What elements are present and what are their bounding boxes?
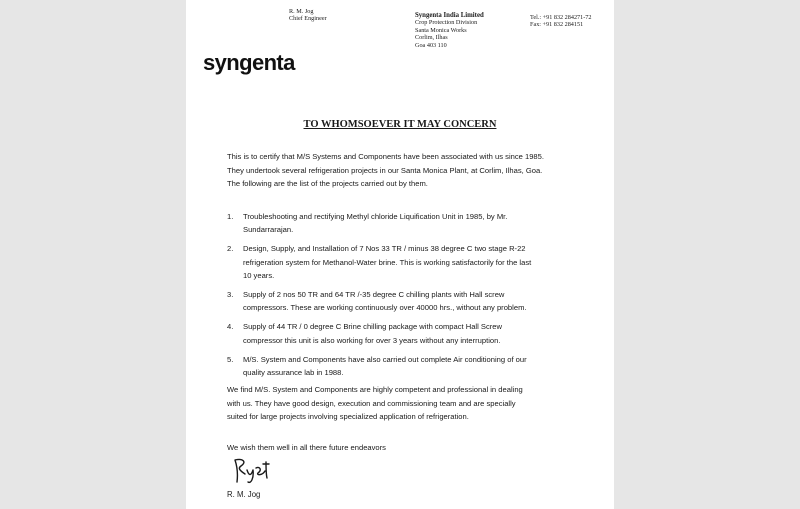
address-line: Goa 403 110 [415,41,447,49]
address-line: Corlim, Ilhas [415,34,448,42]
item-line: compressors. These are working continuously over 40000 hrs., without any problem. [243,303,527,313]
wishes-line [227,441,579,455]
address-line: Crop Protection Division [415,19,478,27]
company-address [415,12,484,49]
closing-line: We find M/S. System and Components are highly competent and professional in dealing [227,385,523,394]
item-number: 1. [227,212,234,221]
item-line: Supply of 44 TR / 0 degree C Brine chilling package with compact Hall Screw [243,322,503,332]
signature-name: R. M. Jog [227,490,261,499]
item-line: quality assurance lab in 1988. [243,368,344,378]
item-line: M/S. System and Components have also carried out complete Air conditioning of our [243,354,527,364]
closing-line: with us. They have good design, execution and commissioning team and are specially [227,398,516,408]
item-line: 10 years. [243,270,275,280]
syngenta-logo: syngenta [203,50,295,75]
project-item [227,210,587,236]
telephone: Tel.: +91 832 284271-72 [530,14,592,21]
project-item [227,353,587,379]
item-line: compressor this unit is also working for over 3 years without any interruption. [243,335,501,345]
intro-line: They undertook several refrigeration projects in our Santa Monica Plant, at Corlim, Ilhas, Goa. [227,165,543,175]
project-item [227,320,587,346]
fax: Fax: +91 832 284151 [530,21,584,29]
item-number: 4. [227,322,234,332]
project-item [227,242,587,282]
signatory-title: Chief Engineer [289,15,327,23]
item-line: Supply of 2 nos 50 TR and 64 TR /-35 degree C chilling plants with Hall screw [243,290,505,300]
handwritten-signature [229,456,275,486]
intro-line: This is to certify that M/S Systems and Components have been associated with us since 1985. [227,152,544,161]
closing-line: suited for large projects involving specialized application of refrigeration. [227,412,469,422]
item-line: refrigeration system for Methanol-Water brine. This is working satisfactorily for the last [243,257,532,267]
item-number: 3. [227,290,234,300]
company-contacts [530,14,592,29]
item-line: Design, Supply, and Installation of 7 Nos 33 TR / minus 38 degree C two stage R-22 [243,244,526,254]
project-item [227,288,587,314]
wishes-text: We wish them well in all there future endeavors [227,443,386,452]
closing-paragraph [227,383,579,424]
intro-paragraph [227,150,579,191]
letter-page [186,0,614,509]
signatory-name: R. M. Jog [289,8,314,15]
item-line: Sundarrarajan. [243,225,294,235]
item-number: 5. [227,354,234,364]
letter-title: TO WHOMSOEVER IT MAY CONCERN [303,119,497,130]
header-signatory [289,8,327,23]
address-line: Santa Monica Works [415,26,467,34]
item-line: Troubleshooting and rectifying Methyl chloride Liquification Unit in 1985, by Mr. [243,212,508,221]
project-list [227,210,587,385]
item-number: 2. [227,244,234,254]
company-name: Syngenta India Limited [415,12,484,19]
intro-line: The following are the list of the projects carried out by them. [227,179,428,189]
